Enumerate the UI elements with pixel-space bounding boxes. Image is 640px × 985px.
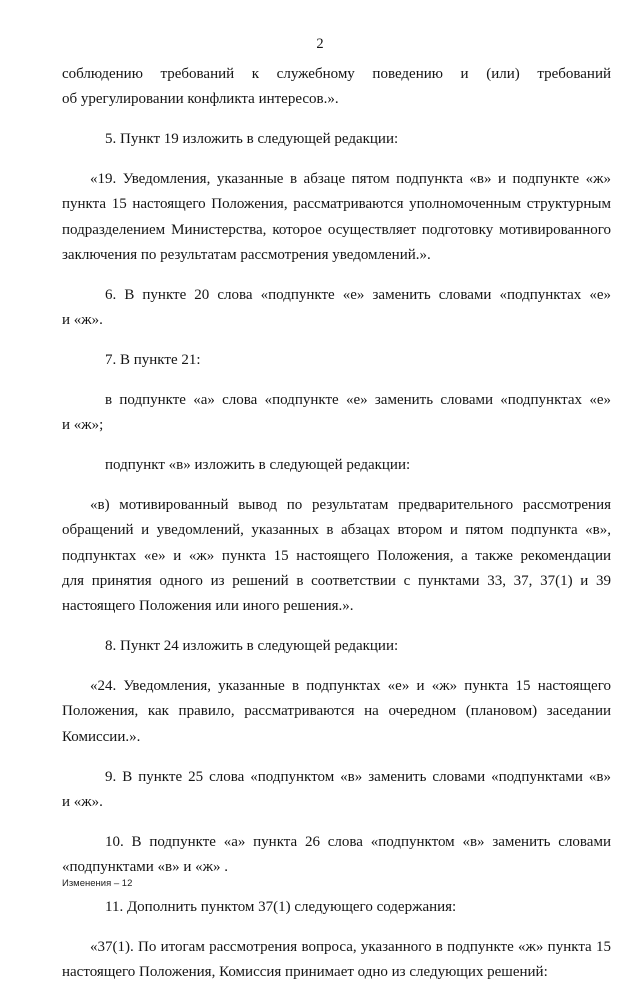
paragraph xyxy=(62,283,611,334)
paragraph-gap xyxy=(62,373,611,387)
paragraph xyxy=(62,348,611,373)
text-line: подразделением Министерства, которое осуществляет подготовку мотивированного xyxy=(62,221,611,238)
paragraph xyxy=(62,634,611,659)
text-line: 6. В пункте 20 слова «подпункте «е» заменить словами «подпунктах «е» xyxy=(105,286,611,303)
text-line: подпункт «в» изложить в следующей редакции: xyxy=(105,457,411,474)
text-line: обращений и уведомлений, указанных в абзацах втором и пятом подпункта «в», xyxy=(62,522,611,539)
page-number: 2 xyxy=(316,36,324,52)
paragraph xyxy=(62,127,611,152)
text-line: соблюдению требований к служебному поведению и (или) требований xyxy=(62,66,611,82)
paragraph xyxy=(62,167,611,269)
text-line: Положения, как правило, рассматриваются на очередном (плановом) заседании xyxy=(62,703,611,720)
paragraph-gap xyxy=(62,153,611,167)
text-line: пункта 15 настоящего Положения, рассматриваются уполномоченным структурным xyxy=(62,196,611,213)
paragraph-gap xyxy=(62,660,611,674)
text-line: и «ж». xyxy=(62,793,103,810)
text-line: для принятия одного из решений в соответствии с пунктами 33, 37, 37(1) и 39 xyxy=(62,572,611,589)
text-line: 8. Пункт 24 изложить в следующей редакции: xyxy=(105,638,399,655)
paragraph-gap xyxy=(62,113,611,127)
paragraph-gap xyxy=(62,750,611,764)
text-line: в подпункте «а» слова «подпункте «е» заменить словами «подпунктах «е» xyxy=(105,391,611,408)
text-line: подпунктах «е» и «ж» пункта 15 настоящего Положения, а также рекомендации xyxy=(62,547,611,564)
paragraph-gap xyxy=(62,620,611,634)
text-line: «19. Уведомления, указанные в абзаце пятом подпункта «в» и подпункте «ж» xyxy=(90,170,611,187)
paragraph-gap xyxy=(62,478,611,492)
text-line: 5. Пункт 19 изложить в следующей редакции: xyxy=(105,131,399,148)
paragraph-gap xyxy=(62,880,611,894)
paragraph-gap xyxy=(62,439,611,453)
paragraph-gap xyxy=(62,815,611,829)
paragraph xyxy=(62,765,611,816)
document-footer: Изменения – 12 xyxy=(62,878,133,889)
text-line: заключения по результатам рассмотрения уведомлений.». xyxy=(62,247,431,264)
text-line: Комиссии.». xyxy=(62,728,141,745)
paragraph xyxy=(62,674,611,750)
paragraph xyxy=(62,895,611,920)
paragraph xyxy=(62,388,611,439)
text-line: настоящего Положения, Комиссия принимает одно из следующих решений: xyxy=(62,964,548,981)
paragraph xyxy=(62,830,611,881)
paragraph-gap xyxy=(62,920,611,934)
paragraph xyxy=(62,935,611,985)
text-line: настоящего Положения или иного решения.». xyxy=(62,598,354,615)
text-line: «подпунктами «в» и «ж» . xyxy=(62,859,229,876)
paragraph xyxy=(62,453,611,478)
text-line: и «ж». xyxy=(62,312,103,329)
paragraph xyxy=(62,493,611,620)
paragraph-gap xyxy=(62,334,611,348)
document-body xyxy=(62,62,611,985)
text-line: и «ж»; xyxy=(62,417,104,434)
text-line: «37(1). По итогам рассмотрения вопроса, указанного в подпункте «ж» пункта 15 xyxy=(90,938,611,955)
text-line: об урегулировании конфликта интересов.». xyxy=(62,91,339,108)
text-line: 10. В подпункте «а» пункта 26 слова «подпунктом «в» заменить словами xyxy=(105,833,611,850)
paragraph-gap xyxy=(62,269,611,283)
paragraph xyxy=(62,62,611,113)
text-line: 11. Дополнить пунктом 37(1) следующего содержания: xyxy=(105,898,457,915)
text-line: «в) мотивированный вывод по результатам предварительного рассмотрения xyxy=(90,496,611,513)
text-line: 9. В пункте 25 слова «подпунктом «в» заменить словами «подпунктами «в» xyxy=(105,768,611,785)
text-line: «24. Уведомления, указанные в подпунктах «е» и «ж» пункта 15 настоящего xyxy=(90,677,611,694)
text-line: 7. В пункте 21: xyxy=(105,352,201,369)
